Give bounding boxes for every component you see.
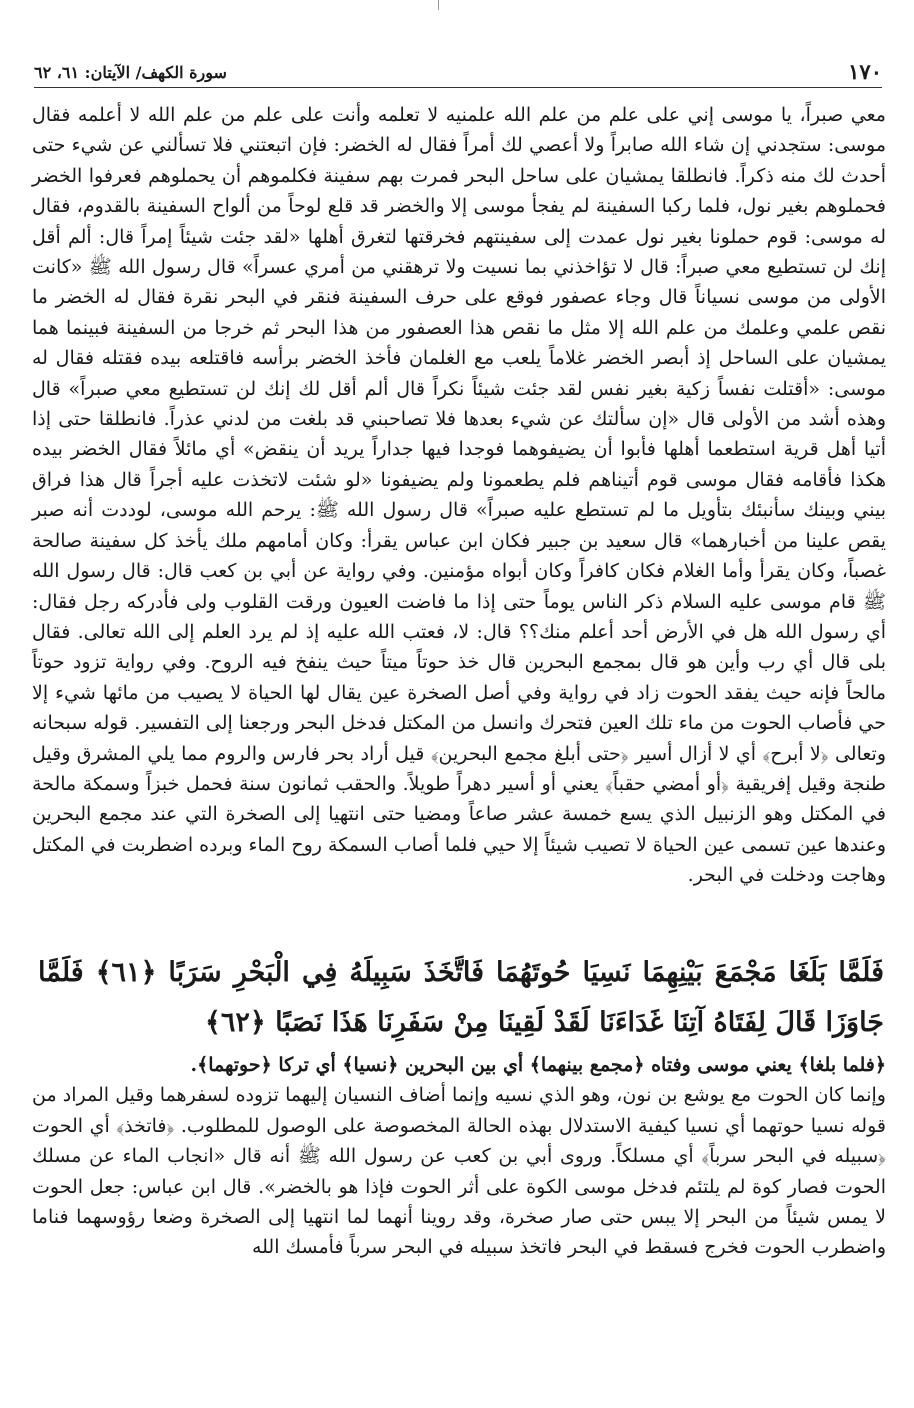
commentary-text bbox=[32, 1050, 886, 1263]
page-number: ١٧٠ bbox=[848, 59, 882, 84]
page-header bbox=[34, 58, 882, 88]
scan-mark bbox=[438, 0, 439, 10]
commentary-paragraph: وإنما كان الحوت مع يوشع بن نون، وهو الذي نسيه وإنما أضاف النسيان إليهما تزوده لسفرهما وقيل المراد من قوله نسيا حوتهما أي نسيا كيفية الاستدلال بهذه الحالة المخصوصة على الوصول للمطلوب. ﴿فاتخذ﴾ أي الحوت ﴿سبيله في البحر سرباً﴾ أي مسلكاً. وروى أبي بن كعب عن رسول الله ﷺ أنه قال «انجاب الماء عن مسلك الحوت فصار كوة لم يلتئم فدخل موسى الكوة على أثر الحوت فإذا هو بالخضر». قال ابن عباس: جعل الحوت لا يمس شيئاً من البحر إلا يبس حتى صار صخرة، وقد روينا أنهما لما انتهيا إلى الصخرة وضعا رؤوسهما فناما واضطرب الحوت فخرج فسقط في البحر فاتخذ سبيله في البحر سرباً فأمسك الله bbox=[32, 1084, 886, 1259]
quran-verse bbox=[38, 948, 884, 1048]
body-paragraph: معي صبراً، يا موسى إني على علم من علم الله علمنيه لا تعلمه وأنت على علم من علم الله لا أعلمه فقال موسى: ستجدني إن شاء الله صابراً ولا أعصي لك أمراً فقال له الخضر: فإن اتبعتني فلا تسألني عن شيء حتى أحدث لك منه ذكراً. فانطلقا يمشيان على ساحل البحر فمرت بهم سفينة فكلموهم أن يحملوهم فعرفوا الخضر فحملوهم بغير نول، فلما ركبا السفينة لم يفجأ موسى إلا والخضر قد قلع لوحاً من ألواح السفينة بالقدوم، فقال له موسى: قوم حملونا بغير نول عمدت إلى سفينتهم فخرقتها لتغرق أهلها «لقد جئت شيئاً إمراً قال: ألم أقل إنك لن تستطيع معي صبراً: قال لا تؤاخذني بما نسيت ولا ترهقني من أمري عسراً» قال رسول الله ﷺ «كانت الأولى من موسى نسياناً قال وجاء عصفور فوقع على حرف السفينة فنقر في البحر نقرة فقال له الخضر ما نقص علمي وعلمك من علم الله إلا مثل ما نقص هذا العصفور من هذا البحر ثم خرجا من السفينة فبينما هما يمشيان على الساحل إذ أبصر الخضر غلاماً يلعب مع الغلمان فأخذ الخضر برأسه فاقتلعه بيده فقتله فقال له موسى: «أقتلت نفساً زكية بغير نفس لقد جئت شيئاً نكراً قال ألم أقل لك إنك لن تستطيع معي صبراً» قال وهذه أشد من الأولى قال «إن سألتك عن شيء بعدها فلا تصاحبني قد بلغت من لدني عذراً. فانطلقا حتى إذا أتيا أهل قرية استطعما أهلها فأبوا أن يضيفوهما فوجدا فيها جداراً يريد أن ينقض» أي مائلاً فقال الخضر بيده هكذا فأقامه فقال موسى قوم أتيناهم فلم يطعمونا ولم يضيفونا «لو شئت لاتخذت عليه أجراً قال هذا فراق بيني وبينك سأنبئك بتأويل ما لم تستطع عليه صبراً» قال رسول الله ﷺ: يرحم الله موسى، لوددت أنه صبر يقص علينا من أخبارهما» قال سعيد بن جبير فكان ابن عباس يقرأ: وكان أمامهم ملك يأخذ كل سفينة صالحة غصباً، وكان يقرأ وأما الغلام فكان كافراً وكان أبواه مؤمنين. وفي رواية عن أبي بن كعب قال: قال رسول الله ﷺ قام موسى عليه السلام ذكر الناس يوماً حتى إذا ما فاضت العيون ورقت القلوب ولى فأدركه رجل فقال: أي رسول الله هل في الأرض أحد أعلم منك؟؟ قال: لا، فعتب الله عليه إذ لم يرد العلم إلى الله تعالى. فقال بلى قال أي رب وأين هو قال بمجمع البحرين قال خذ حوتاً ميتاً حيث ينفخ فيه الروح. وفي رواية تزود حوتاً مالحاً فإنه حيث يفقد الحوت زاد في رواية وفي أصل الصخرة عين يقال لها الحياة لا يصيب من مائها شيء إلا حي فأصاب الحوت من ماء تلك العين فتحرك وانسل من المكتل فدخل البحر ورجعنا إلى التفسير. قوله سبحانه وتعالى ﴿لا أبرح﴾ أي لا أزال أسير ﴿حتى أبلغ مجمع البحرين﴾ قيل أراد بحر فارس والروم مما يلي المشرق وقيل طنجة وقيل إفريقية ﴿أو أمضي حقباً﴾ يعني أو أسير دهراً طويلاً. والحقب ثمانون سنة فحمل خبزاً وسمكة مالحة في المكتل وهو الزنبيل الذي يسع خمسة عشر صاعاً ومضيا حتى انتهيا إلى الصخرة التي عند مجمع البحرين وعندها عين تسمى عين الحياة لا تصيب شيئاً إلا حيي فلما أصاب السمكة روح الماء وبرده اضطربت في المكتل وهاجت ودخلت في البحر. bbox=[32, 104, 886, 887]
commentary-line: ﴿فلما بلغا﴾ يعني موسى وفتاه ﴿مجمع بينهما﴾ أي بين البحرين ﴿نسيا﴾ أي تركا ﴿حوتهما﴾. bbox=[190, 1054, 886, 1076]
running-title: سورة الكهف/ الآيتان: ٦١، ٦٢ bbox=[34, 63, 227, 82]
main-text bbox=[32, 100, 886, 891]
verse-text: فَلَمَّا بَلَغَا مَجْمَعَ بَيْنِهِمَا نَسِيَا حُوتَهُمَا فَاتَّخَذَ سَبِيلَهُ فِي الْبَحْرِ سَرَبًا ﴿٦١﴾ فَلَمَّا جَاوَزَا قَالَ لِفَتَاهُ آتِنَا غَدَاءَنَا لَقَدْ لَقِينَا مِنْ سَفَرِنَا هَذَا نَصَبًا ﴿٦٢﴾ bbox=[38, 957, 884, 1038]
header-rule bbox=[34, 87, 882, 88]
